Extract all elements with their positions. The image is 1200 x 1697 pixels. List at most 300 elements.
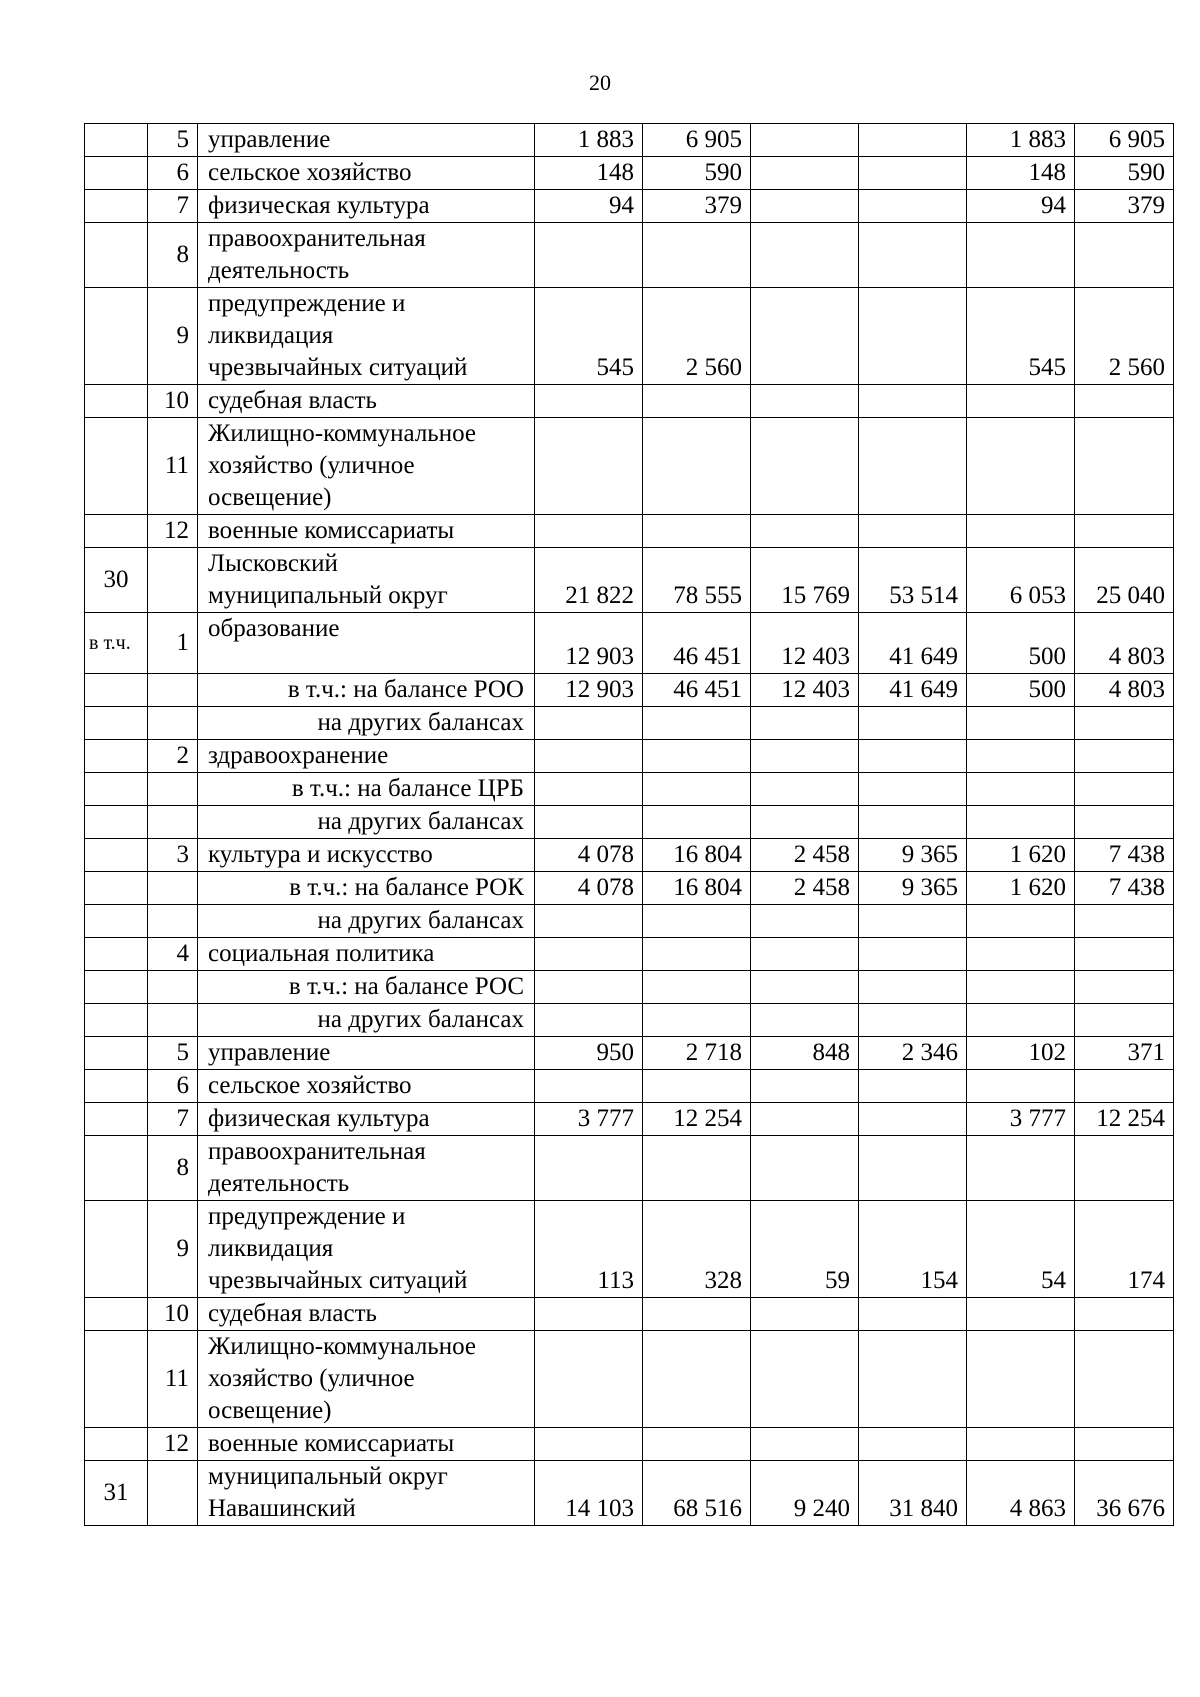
table-row xyxy=(85,707,1174,740)
table-row xyxy=(85,548,1174,613)
row-name-cell xyxy=(198,707,535,740)
row-name-cell xyxy=(198,971,535,1004)
value-cell xyxy=(967,1136,1075,1201)
row-code-cell xyxy=(85,1004,148,1037)
table-row xyxy=(85,515,1174,548)
row-name-text: предупреждение и ликвидация чрезвычайных ситуаций xyxy=(208,290,468,381)
row-name-cell xyxy=(198,1201,535,1298)
row-code-cell xyxy=(85,124,148,157)
value-cell: 379 xyxy=(1075,190,1174,223)
value-cell: 36 676 xyxy=(1075,1461,1174,1526)
value-cell xyxy=(535,740,643,773)
value-cell xyxy=(643,1004,751,1037)
row-code-cell xyxy=(85,1428,148,1461)
row-name-cell xyxy=(198,548,535,613)
value-cell xyxy=(859,905,967,938)
value-cell xyxy=(535,1428,643,1461)
row-name-cell xyxy=(198,1103,535,1136)
value-cell: 78 555 xyxy=(643,548,751,613)
value-cell: 94 xyxy=(967,190,1075,223)
value-cell xyxy=(1075,938,1174,971)
value-cell xyxy=(859,971,967,1004)
value-cell xyxy=(967,1070,1075,1103)
row-name-text: управление xyxy=(208,126,331,153)
table-row xyxy=(85,674,1174,707)
value-cell xyxy=(751,223,859,288)
table-row xyxy=(85,1136,1174,1201)
value-cell xyxy=(535,773,643,806)
value-cell xyxy=(967,740,1075,773)
value-cell: 4 803 xyxy=(1075,613,1174,674)
value-cell: 2 560 xyxy=(1075,288,1174,385)
value-cell xyxy=(859,288,967,385)
value-cell: 545 xyxy=(535,288,643,385)
value-cell xyxy=(1075,1070,1174,1103)
row-name-cell xyxy=(198,806,535,839)
row-number-cell: 5 xyxy=(148,124,198,157)
row-code-cell xyxy=(85,905,148,938)
value-cell xyxy=(751,1428,859,1461)
row-name-cell xyxy=(198,740,535,773)
row-number-cell: 6 xyxy=(148,1070,198,1103)
row-name-text: правоохранительная деятельность xyxy=(208,1138,426,1197)
table-row xyxy=(85,938,1174,971)
value-cell xyxy=(967,707,1075,740)
value-cell: 102 xyxy=(967,1037,1075,1070)
row-name-cell xyxy=(198,938,535,971)
table-row xyxy=(85,1201,1174,1298)
table-row xyxy=(85,1103,1174,1136)
value-cell xyxy=(859,938,967,971)
row-number-cell xyxy=(148,971,198,1004)
row-name-cell xyxy=(198,1136,535,1201)
row-name-cell xyxy=(198,1428,535,1461)
value-cell: 12 903 xyxy=(535,613,643,674)
value-cell xyxy=(859,190,967,223)
value-cell xyxy=(751,1004,859,1037)
value-cell xyxy=(643,1428,751,1461)
value-cell: 545 xyxy=(967,288,1075,385)
table-row xyxy=(85,1331,1174,1428)
value-cell xyxy=(751,385,859,418)
table-row xyxy=(85,157,1174,190)
row-code-cell xyxy=(85,1136,148,1201)
row-number-cell: 1 xyxy=(148,613,198,674)
value-cell xyxy=(859,223,967,288)
value-cell: 9 365 xyxy=(859,839,967,872)
budget-table xyxy=(84,123,1174,1526)
value-cell: 12 254 xyxy=(643,1103,751,1136)
value-cell xyxy=(859,1298,967,1331)
value-cell: 46 451 xyxy=(643,674,751,707)
value-cell: 590 xyxy=(1075,157,1174,190)
row-name-cell xyxy=(198,905,535,938)
value-cell xyxy=(643,938,751,971)
row-code-cell xyxy=(85,190,148,223)
value-cell: 6 905 xyxy=(643,124,751,157)
row-name-cell xyxy=(198,1298,535,1331)
table-row xyxy=(85,839,1174,872)
value-cell xyxy=(859,1070,967,1103)
value-cell xyxy=(1075,515,1174,548)
value-cell: 3 777 xyxy=(967,1103,1075,1136)
value-cell: 1 620 xyxy=(967,872,1075,905)
row-name-cell xyxy=(198,1331,535,1428)
row-code-cell xyxy=(85,740,148,773)
value-cell: 113 xyxy=(535,1201,643,1298)
table-row xyxy=(85,971,1174,1004)
value-cell xyxy=(859,157,967,190)
row-name-text: здравоохранение xyxy=(208,742,389,769)
value-cell xyxy=(1075,707,1174,740)
value-cell: 6 905 xyxy=(1075,124,1174,157)
value-cell: 1 620 xyxy=(967,839,1075,872)
row-name-text: на других балансах xyxy=(317,808,524,835)
row-number-cell: 10 xyxy=(148,385,198,418)
row-code-cell: 30 xyxy=(85,548,148,613)
value-cell: 14 103 xyxy=(535,1461,643,1526)
table-row xyxy=(85,288,1174,385)
value-cell: 41 649 xyxy=(859,674,967,707)
value-cell xyxy=(535,418,643,515)
value-cell xyxy=(535,905,643,938)
row-code-cell xyxy=(85,806,148,839)
value-cell: 46 451 xyxy=(643,613,751,674)
row-number-cell: 6 xyxy=(148,157,198,190)
row-number-cell: 4 xyxy=(148,938,198,971)
value-cell: 6 053 xyxy=(967,548,1075,613)
table-row xyxy=(85,124,1174,157)
row-name-text: образование xyxy=(208,615,340,642)
row-name-cell xyxy=(198,124,535,157)
table-row xyxy=(85,613,1174,674)
value-cell xyxy=(643,971,751,1004)
table-row xyxy=(85,905,1174,938)
value-cell: 7 438 xyxy=(1075,839,1174,872)
row-code-cell xyxy=(85,839,148,872)
row-name-text: в т.ч.: на балансе РОО xyxy=(287,676,524,703)
table-row xyxy=(85,1298,1174,1331)
row-number-cell: 5 xyxy=(148,1037,198,1070)
value-cell xyxy=(1075,971,1174,1004)
table-row xyxy=(85,806,1174,839)
value-cell xyxy=(859,806,967,839)
row-number-cell: 11 xyxy=(148,1331,198,1428)
value-cell xyxy=(1075,1428,1174,1461)
value-cell: 148 xyxy=(967,157,1075,190)
value-cell xyxy=(535,971,643,1004)
value-cell xyxy=(1075,806,1174,839)
row-code-cell xyxy=(85,674,148,707)
value-cell: 25 040 xyxy=(1075,548,1174,613)
row-code-cell xyxy=(85,418,148,515)
row-number-cell xyxy=(148,548,198,613)
table-row xyxy=(85,1070,1174,1103)
value-cell xyxy=(751,1298,859,1331)
table-row xyxy=(85,223,1174,288)
row-code-cell xyxy=(85,707,148,740)
row-name-cell xyxy=(198,773,535,806)
value-cell xyxy=(1075,1331,1174,1428)
value-cell: 950 xyxy=(535,1037,643,1070)
row-name-cell xyxy=(198,288,535,385)
value-cell xyxy=(859,385,967,418)
value-cell xyxy=(967,938,1075,971)
row-number-cell xyxy=(148,707,198,740)
value-cell xyxy=(751,938,859,971)
value-cell xyxy=(1075,740,1174,773)
row-name-text: судебная власть xyxy=(208,387,377,414)
value-cell xyxy=(859,707,967,740)
table-row xyxy=(85,1461,1174,1526)
value-cell: 379 xyxy=(643,190,751,223)
row-name-text: предупреждение и ликвидация чрезвычайных ситуаций xyxy=(208,1203,468,1294)
row-name-text: на других балансах xyxy=(317,907,524,934)
value-cell xyxy=(1075,385,1174,418)
value-cell xyxy=(643,1070,751,1103)
value-cell xyxy=(535,1136,643,1201)
page-number: 20 xyxy=(589,70,611,95)
row-number-cell xyxy=(148,773,198,806)
row-name-text: Лысковский муниципальный округ xyxy=(208,550,448,609)
value-cell: 68 516 xyxy=(643,1461,751,1526)
row-name-cell xyxy=(198,385,535,418)
value-cell: 7 438 xyxy=(1075,872,1174,905)
value-cell xyxy=(1075,1298,1174,1331)
row-name-text: сельское хозяйство xyxy=(208,1072,412,1099)
row-code-cell xyxy=(85,515,148,548)
value-cell xyxy=(751,1070,859,1103)
table-row xyxy=(85,1428,1174,1461)
row-number-cell: 9 xyxy=(148,288,198,385)
row-name-text: физическая культура xyxy=(208,1105,430,1132)
value-cell xyxy=(967,1004,1075,1037)
value-cell: 500 xyxy=(967,613,1075,674)
row-code-cell xyxy=(85,872,148,905)
row-name-text: военные комиссариаты xyxy=(208,1430,455,1457)
row-code-cell xyxy=(85,1103,148,1136)
row-number-cell: 8 xyxy=(148,223,198,288)
value-cell: 12 403 xyxy=(751,613,859,674)
value-cell xyxy=(1075,223,1174,288)
value-cell: 2 560 xyxy=(643,288,751,385)
row-code-cell: в т.ч. xyxy=(85,613,148,674)
row-code-cell xyxy=(85,1037,148,1070)
value-cell xyxy=(967,1298,1075,1331)
value-cell xyxy=(643,385,751,418)
row-name-text: физическая культура xyxy=(208,192,430,219)
value-cell: 41 649 xyxy=(859,613,967,674)
value-cell xyxy=(967,223,1075,288)
value-cell xyxy=(751,157,859,190)
row-name-text: культура и искусство xyxy=(208,841,433,868)
row-number-cell xyxy=(148,674,198,707)
value-cell xyxy=(535,1331,643,1428)
row-name-cell xyxy=(198,613,535,674)
value-cell: 12 403 xyxy=(751,674,859,707)
table-row xyxy=(85,190,1174,223)
value-cell xyxy=(751,905,859,938)
row-name-cell xyxy=(198,872,535,905)
row-number-cell: 12 xyxy=(148,515,198,548)
row-name-text: в т.ч.: на балансе РОС xyxy=(288,973,524,1000)
value-cell: 4 863 xyxy=(967,1461,1075,1526)
value-cell xyxy=(751,1103,859,1136)
row-name-text: Жилищно-коммунальное хозяйство (уличное освещение) xyxy=(208,420,476,511)
value-cell: 4 078 xyxy=(535,872,643,905)
value-cell: 1 883 xyxy=(967,124,1075,157)
row-name-text: Жилищно-коммунальное хозяйство (уличное освещение) xyxy=(208,1333,476,1424)
row-number-cell: 7 xyxy=(148,190,198,223)
row-number-cell: 12 xyxy=(148,1428,198,1461)
value-cell xyxy=(859,1136,967,1201)
value-cell: 21 822 xyxy=(535,548,643,613)
row-name-cell xyxy=(198,418,535,515)
value-cell xyxy=(859,418,967,515)
value-cell: 4 078 xyxy=(535,839,643,872)
value-cell xyxy=(859,740,967,773)
value-cell xyxy=(967,418,1075,515)
value-cell: 2 458 xyxy=(751,839,859,872)
table-row xyxy=(85,740,1174,773)
value-cell xyxy=(751,1136,859,1201)
value-cell xyxy=(1075,773,1174,806)
row-number-cell: 7 xyxy=(148,1103,198,1136)
row-number-cell: 2 xyxy=(148,740,198,773)
value-cell xyxy=(859,1428,967,1461)
value-cell xyxy=(643,1136,751,1201)
value-cell xyxy=(643,806,751,839)
row-number-cell xyxy=(148,1461,198,1526)
value-cell xyxy=(535,707,643,740)
row-code-cell xyxy=(85,1298,148,1331)
value-cell: 2 458 xyxy=(751,872,859,905)
row-name-text: правоохранительная деятельность xyxy=(208,225,426,284)
value-cell xyxy=(535,223,643,288)
value-cell xyxy=(1075,905,1174,938)
value-cell xyxy=(643,1331,751,1428)
row-code-cell xyxy=(85,157,148,190)
value-cell xyxy=(967,385,1075,418)
value-cell xyxy=(859,773,967,806)
row-name-text: военные комиссариаты xyxy=(208,517,455,544)
row-code-cell: 31 xyxy=(85,1461,148,1526)
value-cell xyxy=(535,806,643,839)
value-cell xyxy=(535,515,643,548)
value-cell: 16 804 xyxy=(643,872,751,905)
value-cell: 500 xyxy=(967,674,1075,707)
row-number-cell xyxy=(148,905,198,938)
value-cell: 371 xyxy=(1075,1037,1174,1070)
value-cell: 2 346 xyxy=(859,1037,967,1070)
value-cell: 1 883 xyxy=(535,124,643,157)
row-name-cell xyxy=(198,674,535,707)
value-cell: 590 xyxy=(643,157,751,190)
value-cell xyxy=(535,1004,643,1037)
row-name-text: в т.ч.: на балансе ЦРБ xyxy=(291,775,524,802)
value-cell: 9 365 xyxy=(859,872,967,905)
row-code-cell xyxy=(85,385,148,418)
value-cell xyxy=(751,515,859,548)
value-cell xyxy=(967,773,1075,806)
table-row xyxy=(85,418,1174,515)
value-cell xyxy=(751,806,859,839)
value-cell: 12 903 xyxy=(535,674,643,707)
table-row xyxy=(85,872,1174,905)
value-cell xyxy=(751,971,859,1004)
value-cell xyxy=(643,515,751,548)
value-cell xyxy=(751,740,859,773)
value-cell: 328 xyxy=(643,1201,751,1298)
value-cell xyxy=(1075,1136,1174,1201)
row-name-cell xyxy=(198,839,535,872)
value-cell xyxy=(751,707,859,740)
value-cell xyxy=(751,190,859,223)
value-cell: 848 xyxy=(751,1037,859,1070)
row-name-text: управление xyxy=(208,1039,331,1066)
value-cell xyxy=(751,418,859,515)
value-cell xyxy=(535,938,643,971)
row-name-text: на других балансах xyxy=(317,1006,524,1033)
table-row xyxy=(85,1004,1174,1037)
value-cell xyxy=(1075,418,1174,515)
value-cell xyxy=(967,1331,1075,1428)
value-cell xyxy=(535,385,643,418)
row-number-cell xyxy=(148,872,198,905)
value-cell: 53 514 xyxy=(859,548,967,613)
row-code-cell xyxy=(85,223,148,288)
value-cell xyxy=(859,1331,967,1428)
value-cell xyxy=(535,1298,643,1331)
value-cell xyxy=(859,515,967,548)
value-cell: 59 xyxy=(751,1201,859,1298)
value-cell xyxy=(643,905,751,938)
row-name-cell xyxy=(198,1461,535,1526)
row-code-cell xyxy=(85,773,148,806)
value-cell xyxy=(859,124,967,157)
value-cell xyxy=(643,740,751,773)
value-cell xyxy=(751,773,859,806)
value-cell xyxy=(643,223,751,288)
row-number-cell xyxy=(148,1004,198,1037)
row-code-cell xyxy=(85,288,148,385)
row-name-text: муниципальный округ Навашинский xyxy=(208,1463,448,1522)
value-cell: 15 769 xyxy=(751,548,859,613)
row-name-text: судебная власть xyxy=(208,1300,377,1327)
value-cell: 54 xyxy=(967,1201,1075,1298)
value-cell: 3 777 xyxy=(535,1103,643,1136)
row-code-cell xyxy=(85,1070,148,1103)
value-cell xyxy=(967,1428,1075,1461)
value-cell xyxy=(967,905,1075,938)
row-number-cell: 9 xyxy=(148,1201,198,1298)
row-number-cell: 11 xyxy=(148,418,198,515)
row-number-cell: 10 xyxy=(148,1298,198,1331)
value-cell xyxy=(643,773,751,806)
value-cell xyxy=(967,971,1075,1004)
table-row xyxy=(85,773,1174,806)
row-code-cell xyxy=(85,1331,148,1428)
row-name-cell xyxy=(198,157,535,190)
row-number-cell xyxy=(148,806,198,839)
value-cell xyxy=(967,806,1075,839)
value-cell: 2 718 xyxy=(643,1037,751,1070)
row-number-cell: 8 xyxy=(148,1136,198,1201)
value-cell: 94 xyxy=(535,190,643,223)
value-cell: 9 240 xyxy=(751,1461,859,1526)
value-cell: 31 840 xyxy=(859,1461,967,1526)
row-name-cell xyxy=(198,190,535,223)
